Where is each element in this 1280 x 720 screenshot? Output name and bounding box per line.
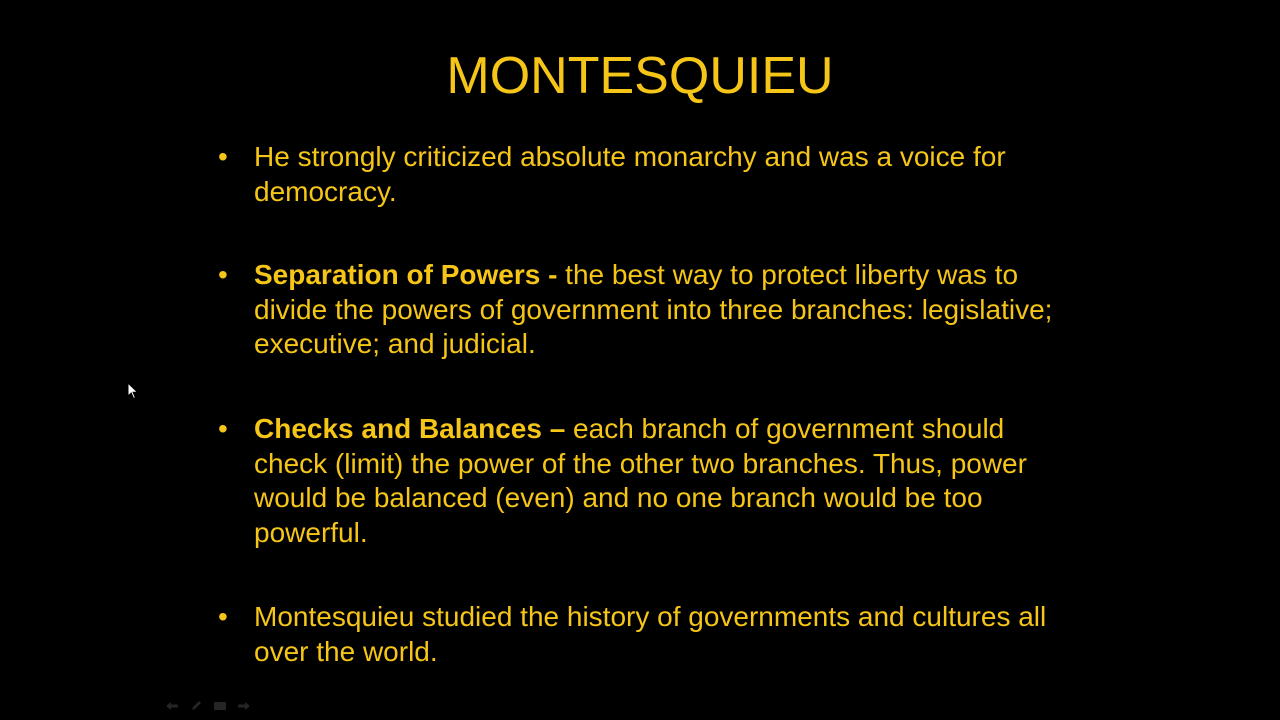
bullet-marker: • [218,259,228,290]
slideshow-toolbar [164,698,252,714]
bullet-item [214,412,1074,550]
previous-slide-icon [165,701,179,711]
bullet-text [254,140,1074,209]
next-slide-button[interactable] [236,698,252,714]
bullet-text [254,412,1074,550]
bullet-body: the best way to protect liberty was to divide the powers of government into three branches: legislative; executive; and judicial. [254,259,1053,359]
bullet-text [254,258,1074,362]
bullet-body: Montesquieu studied the history of governments and cultures all over the world. [254,601,1047,667]
pen-button[interactable] [188,698,204,714]
slide-menu-button[interactable] [212,698,228,714]
bullet-item [214,140,1074,209]
bullet-body: each branch of government should check (limit) the power of the other two branches. Thus, power would be balanced (even) and no one branch would be too powerful. [254,413,1027,548]
bullet-body: He strongly criticized absolute monarchy and was a voice for democracy. [254,141,1006,207]
slide-title: MONTESQUIEU [446,47,834,105]
bullet-bold-lead: Checks and Balances – [254,413,566,444]
previous-slide-button[interactable] [164,698,180,714]
bullet-text [254,600,1074,669]
next-slide-icon [237,701,251,711]
bullet-bold-lead: Separation of Powers - [254,259,558,290]
mouse-pointer-icon [127,382,139,400]
pen-icon [190,700,202,712]
bullet-item [214,258,1074,362]
bullet-marker: • [218,141,228,172]
bullet-marker: • [218,601,228,632]
bullet-item [214,600,1074,669]
bullet-marker: • [218,413,228,444]
slide-menu-icon [213,701,227,711]
